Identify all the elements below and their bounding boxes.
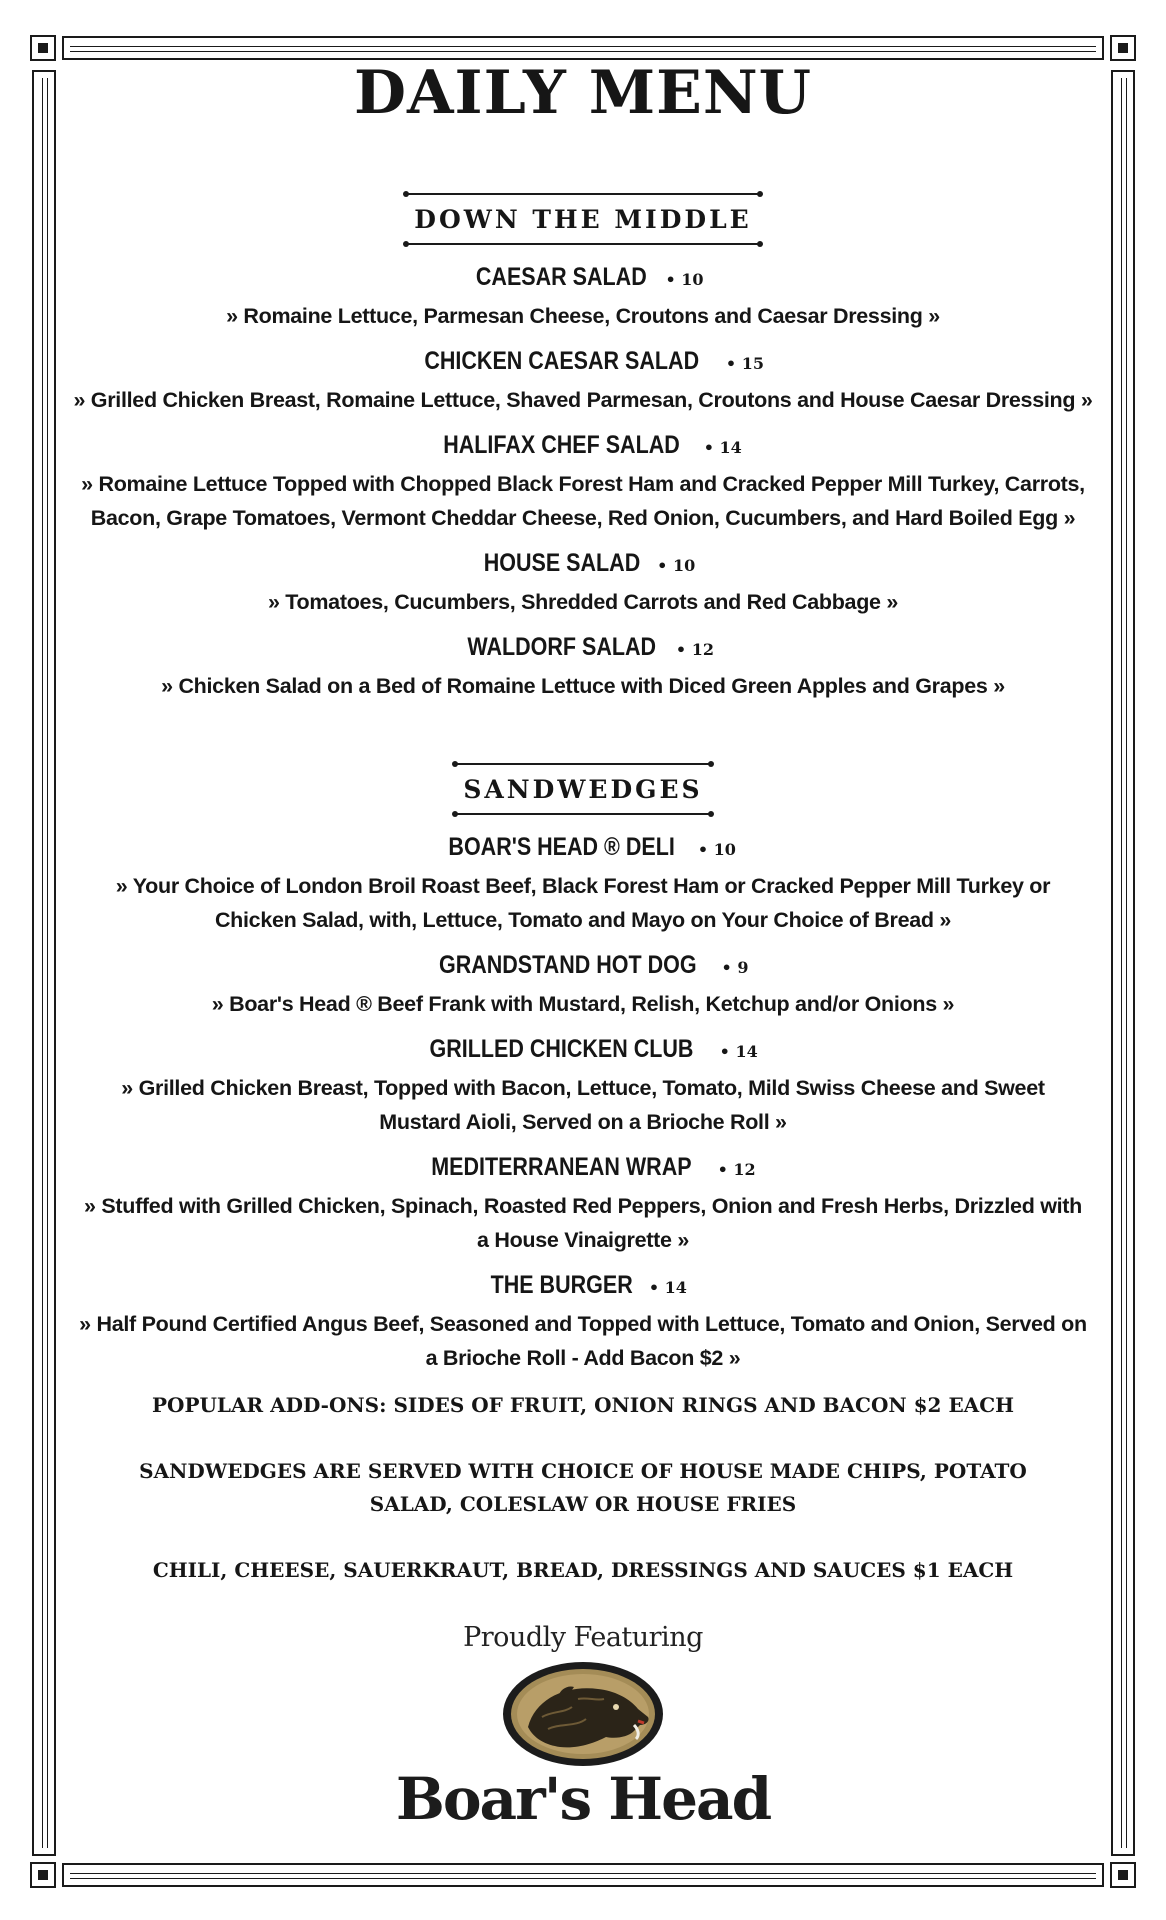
item-name: MEDITERRANEAN WRAP: [431, 1153, 692, 1181]
section-rule-bottom: [455, 813, 710, 815]
item-price: • 14: [648, 1278, 687, 1297]
logo-tagline: Proudly Featuring: [463, 1622, 703, 1653]
item-price: • 10: [697, 840, 736, 859]
menu-section: [70, 713, 1096, 1375]
section-title: DOWN THE MIDDLE: [414, 205, 752, 234]
item-name: THE BURGER: [490, 1271, 633, 1299]
item-description: » Your Choice of London Broil Roast Beef, Black Forest Ham or Cracked Pepper Mill Turkey or Chicken Salad, with, Lettuce, Tomato and Mayo on Your Choice of Bread »: [115, 874, 1051, 932]
item-price: • 12: [717, 1160, 756, 1179]
item-description: » Boar's Head ® Beef Frank with Mustard, Relish, Ketchup and/or Onions »: [211, 992, 955, 1016]
item-name: HOUSE SALAD: [483, 549, 640, 577]
menu-notes: [70, 1389, 1096, 1587]
item-name: HALIFAX CHEF SALAD: [443, 431, 680, 459]
item-name: GRILLED CHICKEN CLUB: [429, 1035, 694, 1063]
item-description: » Tomatoes, Cucumbers, Shredded Carrots and Red Cabbage »: [267, 590, 899, 614]
item-name: CHICKEN CAESAR SALAD: [424, 347, 700, 375]
item-description: » Chicken Salad on a Bed of Romaine Lettuce with Diced Green Apples and Grapes »: [161, 674, 1005, 698]
menu-item: [70, 829, 1096, 937]
item-description: » Grilled Chicken Breast, Romaine Lettuce, Shaved Parmesan, Croutons and House Caesar Dressing »: [73, 388, 1093, 412]
item-name: WALDORF SALAD: [467, 633, 657, 661]
menu-item: [70, 343, 1096, 417]
note-add-ons: POPULAR ADD-ONS: SIDES OF FRUIT, ONION RINGS AND BACON $2 EACH: [151, 1393, 1015, 1417]
item-price: • 14: [703, 438, 742, 457]
menu-item: [70, 947, 1096, 1021]
item-price: • 12: [675, 640, 714, 659]
item-description: » Romaine Lettuce Topped with Chopped Black Forest Ham and Cracked Pepper Mill Turkey, Carrots, Bacon, Grape Tomatoes, Vermont Cheddar Cheese, Red Onion, Cucumbers, and Hard Boiled Egg »: [81, 472, 1085, 530]
item-price: • 14: [719, 1042, 758, 1061]
frame-border-bottom: [62, 1863, 1104, 1887]
note-extras: CHILI, CHEESE, SAUERKRAUT, BREAD, DRESSINGS AND SAUCES $1 EACH: [152, 1558, 1014, 1582]
menu-item: [70, 1149, 1096, 1257]
item-description: » Grilled Chicken Breast, Topped with Bacon, Lettuce, Tomato, Mild Swiss Cheese and Sweet Mustard Aioli, Served on a Brioche Roll »: [121, 1076, 1045, 1134]
item-name: CAESAR SALAD: [476, 263, 648, 291]
boars-head-logo: [0, 1622, 1166, 1833]
menu-item: [70, 1031, 1096, 1139]
section-rule-top: [406, 193, 759, 195]
section-rule-top: [455, 763, 710, 765]
section-title: SANDWEDGES: [463, 775, 703, 804]
frame-corner-top-left: [30, 35, 56, 61]
menu-item: [70, 259, 1096, 333]
item-name: GRANDSTAND HOT DOG: [438, 951, 697, 979]
note-sides: SANDWEDGES ARE SERVED WITH CHOICE OF HOUSE MADE CHIPS, POTATO SALAD, COLESLAW OR HOUSE FRIES: [139, 1459, 1027, 1516]
section-header: [455, 763, 710, 815]
page-title: DAILY MENU: [353, 58, 813, 128]
frame-corner-bottom-right: [1110, 1862, 1136, 1888]
item-price: • 9: [721, 958, 749, 977]
section-header: [406, 193, 759, 245]
item-price: • 10: [657, 556, 696, 575]
item-name: BOAR'S HEAD ® DELI: [448, 833, 675, 861]
frame-border-left: [32, 70, 56, 1856]
menu-item: [70, 629, 1096, 703]
item-price: • 10: [665, 270, 704, 289]
section-rule-bottom: [406, 243, 759, 245]
frame-corner-bottom-left: [30, 1862, 56, 1888]
item-description: » Stuffed with Grilled Chicken, Spinach, Roasted Red Peppers, Onion and Fresh Herbs, Drizzled with a House Vinaigrette »: [84, 1194, 1082, 1252]
item-description: » Half Pound Certified Angus Beef, Seasoned and Topped with Lettuce, Tomato and Onion, Served on a Brioche Roll - Add Bacon $2 »: [79, 1312, 1087, 1370]
frame-border-right: [1111, 70, 1135, 1856]
frame-corner-top-right: [1110, 35, 1136, 61]
item-price: • 15: [725, 354, 764, 373]
boar-emblem-icon: [498, 1657, 668, 1775]
menu-item: [70, 545, 1096, 619]
item-description: » Romaine Lettuce, Parmesan Cheese, Croutons and Caesar Dressing »: [226, 304, 940, 328]
menu-item: [70, 1267, 1096, 1375]
logo-brand: Boar's Head: [395, 1765, 771, 1833]
menu-item: [70, 427, 1096, 535]
menu-section: [70, 131, 1096, 703]
menu-content: [70, 55, 1096, 1620]
